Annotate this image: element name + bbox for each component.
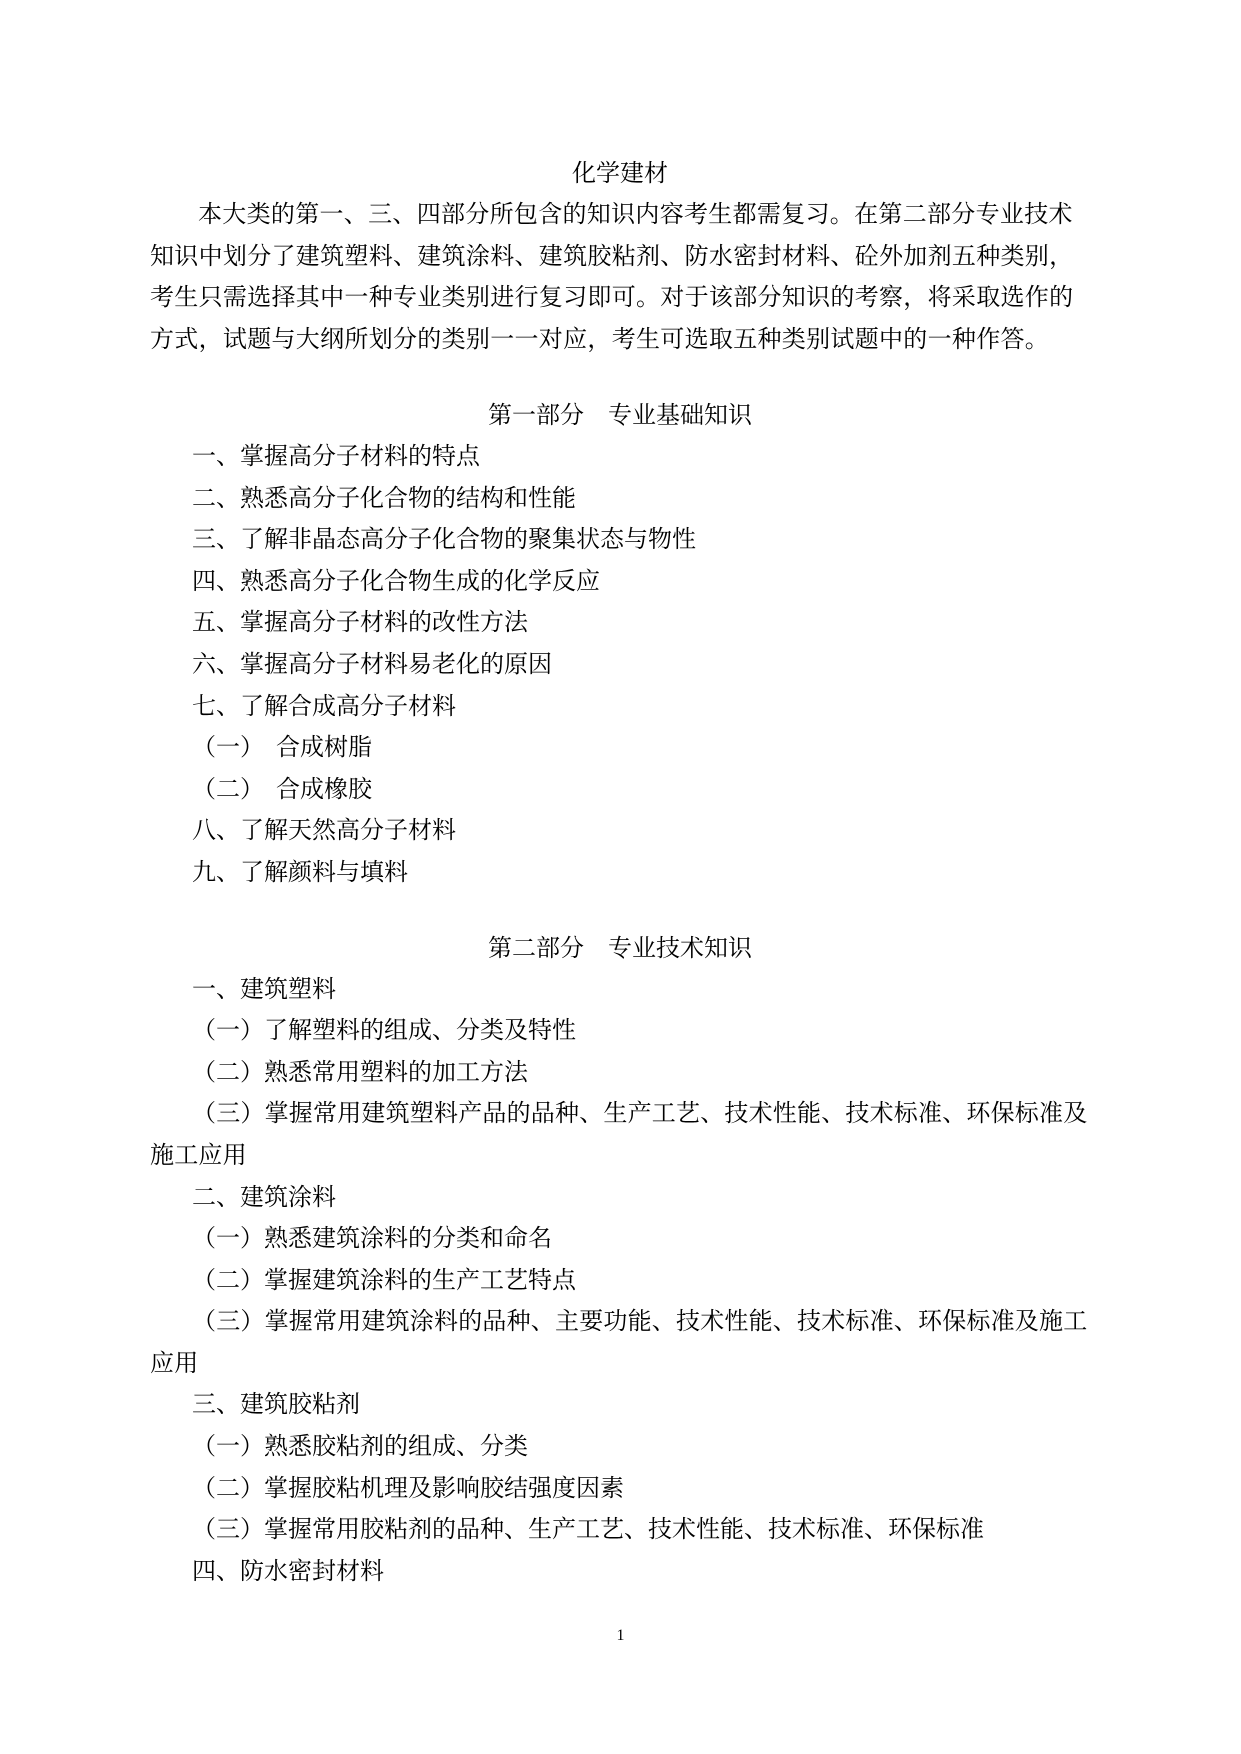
part2-sub-item: （三）掌握常用建筑涂料的品种、主要功能、技术性能、技术标准、环保标准及施工应用 [150,1307,1088,1377]
document-title: 化学建材 [572,159,668,187]
part1-sub-item: （二） 合成橡胶 [192,774,372,803]
part1-item: 六、掌握高分子材料易老化的原因 [192,649,552,678]
part1-item: 九、了解颜料与填料 [192,857,408,886]
intro-paragraph: 本大类的第一、三、四部分所包含的知识内容考生都需复习。在第二部分专业技术知识中划分了建筑塑料、建筑涂料、建筑胶粘剂、防水密封材料、砼外加剂五种类别，考生只需选择其中一种专业类别进行复习即可。对于该部分知识的考察，将采取选作的方式，试题与大纲所划分的类别一一对应，考生可选取五种类别试题中的一种作答。 [150,200,1074,353]
part1-item: 八、了解天然高分子材料 [192,816,456,845]
part1-item: 二、熟悉高分子化合物的结构和性能 [192,483,576,512]
part1-sub-item: （一） 合成树脂 [192,733,372,762]
part2-sub-item: （三）掌握常用建筑塑料产品的品种、生产工艺、技术性能、技术标准、环保标准及施工应用 [150,1099,1088,1169]
part2-section-heading: 二、建筑涂料 [192,1182,336,1211]
part2-sub-item: （二）掌握胶粘机理及影响胶结强度因素 [192,1473,624,1502]
part1-title: 第一部分 专业基础知识 [488,401,752,429]
part2-sub-item: （三）掌握常用胶粘剂的品种、生产工艺、技术性能、技术标准、环保标准 [192,1515,984,1544]
part2-sub-item: （一）了解塑料的组成、分类及特性 [192,1016,576,1045]
part2-section-heading: 四、防水密封材料 [192,1556,384,1585]
part2-sub-item: （一）熟悉建筑涂料的分类和命名 [192,1224,552,1253]
part1-item: 三、了解非晶态高分子化合物的聚集状态与物性 [192,525,696,554]
page-number: 1 [616,1627,625,1644]
part1-item: 四、熟悉高分子化合物生成的化学反应 [192,566,600,595]
part1-item: 七、了解合成高分子材料 [192,691,456,720]
part2-sub-item: （一）熟悉胶粘剂的组成、分类 [192,1432,528,1461]
part2-sub-item: （二）掌握建筑涂料的生产工艺特点 [192,1265,576,1294]
part2-section-heading: 三、建筑胶粘剂 [192,1390,360,1419]
part2-title: 第二部分 专业技术知识 [488,933,752,962]
part1-item: 五、掌握高分子材料的改性方法 [192,608,528,637]
part1-item: 一、掌握高分子材料的特点 [192,442,480,470]
part2-sub-item: （二）熟悉常用塑料的加工方法 [192,1057,528,1086]
part2-section-heading: 一、建筑塑料 [192,974,336,1003]
document-body [150,152,1090,1592]
